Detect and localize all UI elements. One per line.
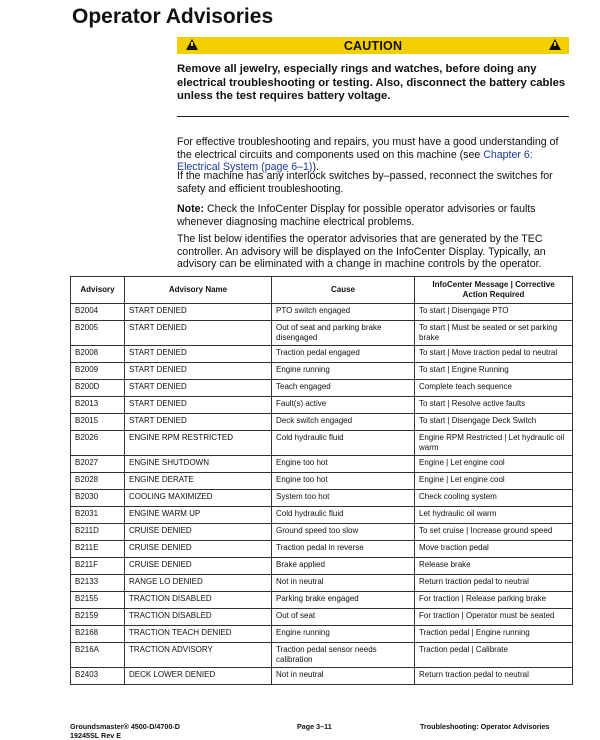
advisory-code-cell: B2159 bbox=[71, 609, 125, 626]
infocenter-message-cell: To start | Move traction pedal to neutral bbox=[415, 346, 573, 363]
advisory-code-cell: B2030 bbox=[71, 490, 125, 507]
footer-doc-id: 19245SL Rev E bbox=[70, 732, 180, 740]
table-header-row bbox=[71, 277, 573, 304]
cause-cell: Deck switch engaged bbox=[272, 414, 415, 431]
cause-cell: Cold hydraulic fluid bbox=[272, 431, 415, 456]
cause-cell: Engine too hot bbox=[272, 473, 415, 490]
advisory-name-cell: TRACTION ADVISORY bbox=[125, 643, 272, 668]
table-row bbox=[71, 490, 573, 507]
note-paragraph bbox=[177, 203, 572, 228]
advisory-name-cell: TRACTION DISABLED bbox=[125, 592, 272, 609]
infocenter-message-cell: Move traction pedal bbox=[415, 541, 573, 558]
table-row bbox=[71, 414, 573, 431]
advisory-name-cell: ENGINE DERATE bbox=[125, 473, 272, 490]
advisory-name-cell: COOLING MAXIMIZED bbox=[125, 490, 272, 507]
caution-label: CAUTION bbox=[344, 39, 402, 53]
advisories-table bbox=[70, 276, 573, 685]
header-advisory: Advisory bbox=[71, 277, 125, 304]
header-advisory-name: Advisory Name bbox=[125, 277, 272, 304]
table-row bbox=[71, 380, 573, 397]
table-row bbox=[71, 473, 573, 490]
table-row bbox=[71, 321, 573, 346]
advisory-name-cell: START DENIED bbox=[125, 414, 272, 431]
table-row bbox=[71, 524, 573, 541]
cause-cell: Not in neutral bbox=[272, 668, 415, 685]
advisory-name-cell: START DENIED bbox=[125, 380, 272, 397]
advisory-name-cell: CRUISE DENIED bbox=[125, 558, 272, 575]
table-body bbox=[71, 304, 573, 685]
advisory-code-cell: B2028 bbox=[71, 473, 125, 490]
page-title: Operator Advisories bbox=[72, 4, 273, 30]
cause-cell: Engine running bbox=[272, 626, 415, 643]
advisory-code-cell: B2005 bbox=[71, 321, 125, 346]
intro-paragraph bbox=[177, 136, 572, 174]
infocenter-message-cell: For traction | Release parking brake bbox=[415, 592, 573, 609]
advisory-name-cell: TRACTION TEACH DENIED bbox=[125, 626, 272, 643]
infocenter-message-cell: For traction | Operator must be seated bbox=[415, 609, 573, 626]
infocenter-message-cell: Release brake bbox=[415, 558, 573, 575]
advisory-name-cell: START DENIED bbox=[125, 304, 272, 321]
advisory-code-cell: B2133 bbox=[71, 575, 125, 592]
advisory-code-cell: B211F bbox=[71, 558, 125, 575]
advisory-name-cell: ENGINE SHUTDOWN bbox=[125, 456, 272, 473]
note-label: Note: bbox=[177, 203, 204, 215]
advisory-name-cell: CRUISE DENIED bbox=[125, 524, 272, 541]
advisory-code-cell: B211D bbox=[71, 524, 125, 541]
advisory-code-cell: B2155 bbox=[71, 592, 125, 609]
advisory-code-cell: B2403 bbox=[71, 668, 125, 685]
cause-cell: Brake applied bbox=[272, 558, 415, 575]
infocenter-message-cell: To start | Disengage Deck Switch bbox=[415, 414, 573, 431]
table-row bbox=[71, 346, 573, 363]
infocenter-message-cell: Complete teach sequence bbox=[415, 380, 573, 397]
advisory-code-cell: B2031 bbox=[71, 507, 125, 524]
intro-text: For effective troubleshooting and repairs, you must have a good understanding of the electrical circuits and components used on this machine (see bbox=[177, 136, 558, 161]
advisory-name-cell: TRACTION DISABLED bbox=[125, 609, 272, 626]
table-row bbox=[71, 558, 573, 575]
chapter-6-link[interactable]: Chapter 6: Electrical System (page 6–1) bbox=[177, 149, 533, 174]
cause-cell: Teach engaged bbox=[272, 380, 415, 397]
table-row bbox=[71, 397, 573, 414]
advisory-code-cell: B2004 bbox=[71, 304, 125, 321]
table-row bbox=[71, 592, 573, 609]
infocenter-message-cell: To start | Resolve active faults bbox=[415, 397, 573, 414]
interlock-paragraph: If the machine has any interlock switches by–passed, reconnect the switches for safety and efficient troubleshooting. bbox=[177, 170, 572, 195]
infocenter-message-cell: To start | Engine Running bbox=[415, 363, 573, 380]
intro-text-end: ). bbox=[312, 161, 318, 173]
infocenter-message-cell: To start | Must be seated or set parking brake bbox=[415, 321, 573, 346]
advisory-name-cell: ENGINE WARM UP bbox=[125, 507, 272, 524]
caution-banner bbox=[177, 37, 569, 54]
header-infocenter-message: InfoCenter Message | Corrective Action Required bbox=[415, 277, 573, 304]
cause-cell: Fault(s) active bbox=[272, 397, 415, 414]
infocenter-message-cell: Traction pedal | Engine running bbox=[415, 626, 573, 643]
table-row bbox=[71, 643, 573, 668]
cause-cell: Ground speed too slow bbox=[272, 524, 415, 541]
advisory-name-cell: ENGINE RPM RESTRICTED bbox=[125, 431, 272, 456]
table-row bbox=[71, 363, 573, 380]
header-cause: Cause bbox=[272, 277, 415, 304]
advisory-name-cell: DECK LOWER DENIED bbox=[125, 668, 272, 685]
cause-cell: System too hot bbox=[272, 490, 415, 507]
infocenter-message-cell: Return traction pedal to neutral bbox=[415, 575, 573, 592]
table-row bbox=[71, 575, 573, 592]
advisory-code-cell: B216A bbox=[71, 643, 125, 668]
table-row bbox=[71, 626, 573, 643]
advisory-code-cell: B2008 bbox=[71, 346, 125, 363]
infocenter-message-cell: Engine RPM Restricted | Let hydraulic oil warm bbox=[415, 431, 573, 456]
table-row bbox=[71, 668, 573, 685]
cause-cell: Out of seat bbox=[272, 609, 415, 626]
advisory-code-cell: B2026 bbox=[71, 431, 125, 456]
cause-cell: Engine too hot bbox=[272, 456, 415, 473]
infocenter-message-cell: Check cooling system bbox=[415, 490, 573, 507]
infocenter-message-cell: Traction pedal | Calibrate bbox=[415, 643, 573, 668]
table-row bbox=[71, 431, 573, 456]
cause-cell: Not in neutral bbox=[272, 575, 415, 592]
cause-cell: Traction pedal engaged bbox=[272, 346, 415, 363]
advisory-name-cell: START DENIED bbox=[125, 346, 272, 363]
note-text: Check the InfoCenter Display for possible operator advisories or faults whenever diagnosing machine electrical problems. bbox=[177, 203, 536, 228]
advisory-intro-paragraph: The list below identifies the operator advisories that are generated by the TEC controller. An advisory will be displayed on the InfoCenter Display. Typically, an advisory can be eliminated with a change in machine controls by the operator. bbox=[177, 233, 572, 271]
cause-cell: Cold hydraulic fluid bbox=[272, 507, 415, 524]
table-row bbox=[71, 541, 573, 558]
infocenter-message-cell: Let hydraulic oil warm bbox=[415, 507, 573, 524]
divider bbox=[177, 116, 569, 117]
caution-text: Remove all jewelry, especially rings and watches, before doing any electrical troubleshooting or testing. Also, disconnect the battery cables unless the test requires battery voltage. bbox=[177, 63, 569, 104]
table-row bbox=[71, 304, 573, 321]
advisory-name-cell: START DENIED bbox=[125, 321, 272, 346]
advisory-code-cell: B2009 bbox=[71, 363, 125, 380]
footer-product: Groundsmaster® 4500-D/4700-D bbox=[70, 723, 180, 732]
table-row bbox=[71, 456, 573, 473]
infocenter-message-cell: Return traction pedal to neutral bbox=[415, 668, 573, 685]
cause-cell: Out of seat and parking brake disengaged bbox=[272, 321, 415, 346]
advisory-code-cell: B2027 bbox=[71, 456, 125, 473]
infocenter-message-cell: To start | Disengage PTO bbox=[415, 304, 573, 321]
warning-triangle-icon bbox=[549, 39, 561, 50]
advisory-name-cell: RANGE LO DENIED bbox=[125, 575, 272, 592]
advisory-name-cell: START DENIED bbox=[125, 397, 272, 414]
footer-page-number: Page 3–11 bbox=[297, 723, 332, 732]
warning-triangle-icon bbox=[186, 39, 198, 50]
footer-left bbox=[70, 723, 180, 740]
table-row bbox=[71, 609, 573, 626]
cause-cell: PTO switch engaged bbox=[272, 304, 415, 321]
advisory-code-cell: B200D bbox=[71, 380, 125, 397]
advisory-name-cell: START DENIED bbox=[125, 363, 272, 380]
infocenter-message-cell: To set cruise | Increase ground speed bbox=[415, 524, 573, 541]
advisory-code-cell: B211E bbox=[71, 541, 125, 558]
cause-cell: Traction pedal sensor needs calibration bbox=[272, 643, 415, 668]
infocenter-message-cell: Engine | Let engine cool bbox=[415, 456, 573, 473]
infocenter-message-cell: Engine | Let engine cool bbox=[415, 473, 573, 490]
cause-cell: Traction pedal in reverse bbox=[272, 541, 415, 558]
cause-cell: Parking brake engaged bbox=[272, 592, 415, 609]
cause-cell: Engine running bbox=[272, 363, 415, 380]
advisory-code-cell: B2013 bbox=[71, 397, 125, 414]
advisory-code-cell: B2015 bbox=[71, 414, 125, 431]
footer-section: Troubleshooting: Operator Advisories bbox=[420, 723, 550, 732]
advisory-name-cell: CRUISE DENIED bbox=[125, 541, 272, 558]
advisory-code-cell: B2168 bbox=[71, 626, 125, 643]
table-row bbox=[71, 507, 573, 524]
